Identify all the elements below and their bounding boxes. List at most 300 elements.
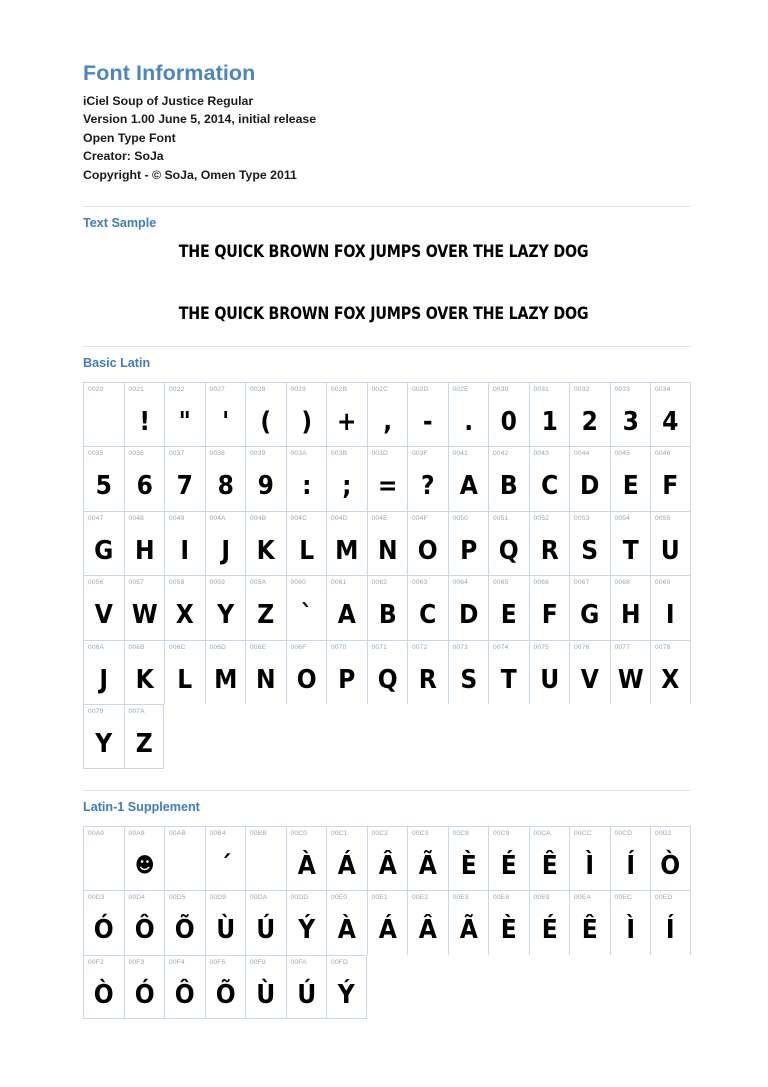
glyph-sample: M xyxy=(213,664,237,695)
glyph-cell-00E2[interactable] xyxy=(407,890,448,955)
glyph-codepoint-label: 0073 xyxy=(452,643,468,651)
glyph-codepoint-label: 0055 xyxy=(655,514,671,522)
glyph-codepoint-label: 00C3 xyxy=(412,829,429,837)
glyph-cell-0045[interactable] xyxy=(610,446,651,511)
glyph-cell-003B[interactable] xyxy=(326,446,367,511)
glyph-codepoint-label: 00C1 xyxy=(331,829,348,837)
glyph-sample: B xyxy=(378,600,397,631)
glyph-codepoint-label: 0061 xyxy=(331,579,347,587)
glyph-sample: X xyxy=(661,664,680,695)
glyph-codepoint-label: 0063 xyxy=(412,579,428,587)
glyph-cell-0033[interactable] xyxy=(610,382,651,447)
glyph-codepoint-label: 0069 xyxy=(655,579,671,587)
glyph-grid-basic-latin xyxy=(83,382,691,769)
font-name-line: iCiel Soup of Justice Regular xyxy=(83,93,254,108)
glyph-codepoint-label: 0022 xyxy=(169,385,185,393)
glyph-sample: Í xyxy=(665,915,675,946)
glyph-cell-0058[interactable] xyxy=(164,575,205,640)
glyph-sample: Ó xyxy=(93,915,114,946)
glyph-cell-0066[interactable] xyxy=(529,575,570,640)
glyph-codepoint-label: 0030 xyxy=(493,385,509,393)
glyph-sample: ` xyxy=(300,600,313,631)
glyph-codepoint-label: 0057 xyxy=(128,579,144,587)
glyph-sample: 2 xyxy=(581,406,598,437)
glyph-sample: U xyxy=(539,664,559,695)
glyph-cell-0035[interactable] xyxy=(83,446,124,511)
glyph-cell-0030[interactable] xyxy=(488,382,529,447)
glyph-codepoint-label: 00D2 xyxy=(655,829,672,837)
glyph-cell-00C2[interactable] xyxy=(367,826,408,891)
glyph-sample: Y xyxy=(216,600,234,631)
glyph-sample: X xyxy=(175,600,194,631)
glyph-codepoint-label: 00CC xyxy=(574,829,592,837)
glyph-cell-0078[interactable] xyxy=(650,640,691,705)
glyph-sample: E xyxy=(500,600,517,631)
glyph-sample: H xyxy=(620,600,641,631)
glyph-cell-00E0[interactable] xyxy=(326,890,367,955)
glyph-cell-002C[interactable] xyxy=(367,382,408,447)
glyph-codepoint-label: 0032 xyxy=(574,385,590,393)
glyph-sample: N xyxy=(377,535,398,566)
glyph-codepoint-label: 002C xyxy=(371,385,389,393)
glyph-cell-00D2[interactable] xyxy=(650,826,691,891)
glyph-sample: W xyxy=(617,664,644,695)
glyph-cell-003A[interactable] xyxy=(286,446,327,511)
glyph-sample: J xyxy=(220,535,230,566)
glyph-codepoint-label: 0029 xyxy=(290,385,306,393)
glyph-codepoint-label: 0062 xyxy=(371,579,387,587)
glyph-sample: R xyxy=(418,664,437,695)
latin1-supplement-section xyxy=(83,790,691,1020)
glyph-sample xyxy=(248,844,284,888)
glyph-codepoint-label: 003A xyxy=(290,450,307,458)
glyph-sample: U xyxy=(660,535,680,566)
glyph-cell-00CC[interactable] xyxy=(569,826,610,891)
basic-latin-section xyxy=(83,346,691,769)
glyph-codepoint-label: 0066 xyxy=(533,579,549,587)
glyph-sample: L xyxy=(298,535,314,566)
glyph-sample: Ã xyxy=(418,850,437,881)
glyph-cell-002D[interactable] xyxy=(407,382,448,447)
glyph-cell-00E9[interactable] xyxy=(529,890,570,955)
glyph-cell-0049[interactable] xyxy=(164,511,205,576)
glyph-cell-00EC[interactable] xyxy=(610,890,651,955)
glyph-cell-00D4[interactable] xyxy=(124,890,165,955)
glyph-cell-003D[interactable] xyxy=(367,446,408,511)
glyph-sample: È xyxy=(460,850,477,881)
glyph-cell-0059[interactable] xyxy=(205,575,246,640)
glyph-codepoint-label: 0059 xyxy=(209,579,225,587)
glyph-sample xyxy=(86,400,122,444)
glyph-sample: F xyxy=(541,600,558,631)
glyph-cell-0071[interactable] xyxy=(367,640,408,705)
glyph-sample: E xyxy=(622,471,639,502)
glyph-cell-00DA[interactable] xyxy=(245,890,286,955)
glyph-cell-00E8[interactable] xyxy=(488,890,529,955)
glyph-sample: R xyxy=(540,535,559,566)
glyph-codepoint-label: 00B4 xyxy=(209,829,226,837)
glyph-codepoint-label: 0043 xyxy=(533,450,549,458)
glyph-sample: D xyxy=(580,471,600,502)
glyph-codepoint-label: 0067 xyxy=(574,579,590,587)
glyph-sample: + xyxy=(336,406,357,437)
glyph-codepoint-label: 0064 xyxy=(452,579,468,587)
glyph-cell-0022[interactable] xyxy=(164,382,205,447)
glyph-codepoint-label: 00CD xyxy=(614,829,633,837)
glyph-cell-0076[interactable] xyxy=(569,640,610,705)
glyph-codepoint-label: 00FD xyxy=(331,958,348,966)
section-title-text-sample: Text Sample xyxy=(83,215,157,230)
glyph-sample: I xyxy=(180,535,190,566)
glyph-cell-0034[interactable] xyxy=(650,382,691,447)
glyph-cell-004C[interactable] xyxy=(286,511,327,576)
glyph-sample: Ô xyxy=(174,979,195,1010)
glyph-cell-0052[interactable] xyxy=(529,511,570,576)
glyph-cell-00E3[interactable] xyxy=(448,890,489,955)
glyph-codepoint-label: 005A xyxy=(250,579,267,587)
glyph-sample: W xyxy=(131,600,158,631)
glyph-codepoint-label: 00A0 xyxy=(88,829,105,837)
glyph-cell-0027[interactable] xyxy=(205,382,246,447)
glyph-cell-0051[interactable] xyxy=(488,511,529,576)
glyph-sample: Ì xyxy=(625,915,635,946)
glyph-codepoint-label: 0020 xyxy=(88,385,104,393)
glyph-cell-0044[interactable] xyxy=(569,446,610,511)
glyph-cell-0053[interactable] xyxy=(569,511,610,576)
glyph-codepoint-label: 0065 xyxy=(493,579,509,587)
glyph-cell-0048[interactable] xyxy=(124,511,165,576)
glyph-sample: S xyxy=(581,535,599,566)
glyph-cell-0041[interactable] xyxy=(448,446,489,511)
glyph-cell-00C9[interactable] xyxy=(488,826,529,891)
glyph-codepoint-label: 003B xyxy=(331,450,348,458)
glyph-sample: ´ xyxy=(219,850,232,881)
glyph-codepoint-label: 0037 xyxy=(169,450,185,458)
glyph-cell-0070[interactable] xyxy=(326,640,367,705)
glyph-codepoint-label: 0060 xyxy=(290,579,306,587)
glyph-sample: C xyxy=(419,600,437,631)
glyph-codepoint-label: 00F2 xyxy=(88,958,104,966)
glyph-cell-004E[interactable] xyxy=(367,511,408,576)
glyph-codepoint-label: 0053 xyxy=(574,514,590,522)
glyph-cell-00FD[interactable] xyxy=(326,955,367,1020)
glyph-codepoint-label: 0034 xyxy=(655,385,671,393)
glyph-cell-0042[interactable] xyxy=(488,446,529,511)
glyph-codepoint-label: 00D5 xyxy=(169,894,186,902)
glyph-sample: K xyxy=(256,535,275,566)
glyph-sample: " xyxy=(178,406,191,437)
glyph-cell-0047[interactable] xyxy=(83,511,124,576)
glyph-cell-00FA[interactable] xyxy=(286,955,327,1020)
glyph-codepoint-label: 0051 xyxy=(493,514,509,522)
glyph-sample: V xyxy=(580,664,599,695)
glyph-cell-006B[interactable] xyxy=(124,640,165,705)
glyph-sample: È xyxy=(500,915,517,946)
glyph-codepoint-label: 0035 xyxy=(88,450,104,458)
glyph-cell-004A[interactable] xyxy=(205,511,246,576)
glyph-codepoint-label: 00C9 xyxy=(493,829,510,837)
glyph-cell-0074[interactable] xyxy=(488,640,529,705)
text-sample-lines xyxy=(83,241,691,325)
glyph-cell-00F2[interactable] xyxy=(83,955,124,1020)
glyph-cell-004F[interactable] xyxy=(407,511,448,576)
glyph-cell-0028[interactable] xyxy=(245,382,286,447)
glyph-sample: Â xyxy=(418,915,437,946)
glyph-codepoint-label: 0049 xyxy=(169,514,185,522)
glyph-cell-00F3[interactable] xyxy=(124,955,165,1020)
glyph-codepoint-label: 0052 xyxy=(533,514,549,522)
glyph-sample: Z xyxy=(257,600,275,631)
glyph-sample: O xyxy=(417,535,438,566)
glyph-cell-007A[interactable] xyxy=(124,704,165,769)
glyph-sample: I xyxy=(665,600,675,631)
glyph-cell-00A0[interactable] xyxy=(83,826,124,891)
glyph-sample: = xyxy=(377,471,398,502)
glyph-cell-00F9[interactable] xyxy=(245,955,286,1020)
glyph-codepoint-label: 004F xyxy=(412,514,428,522)
glyph-sample: Á xyxy=(337,850,356,881)
glyph-codepoint-label: 006F xyxy=(290,643,307,651)
glyph-codepoint-label: 0074 xyxy=(493,643,509,651)
glyph-sample: À xyxy=(337,915,356,946)
glyph-grid-latin1-supplement xyxy=(83,826,691,1020)
glyph-sample: 8 xyxy=(217,471,234,502)
glyph-sample: Ú xyxy=(296,979,316,1010)
glyph-codepoint-label: 00FA xyxy=(290,958,307,966)
glyph-cell-00C0[interactable] xyxy=(286,826,327,891)
glyph-codepoint-label: 0044 xyxy=(574,450,590,458)
glyph-cell-0064[interactable] xyxy=(448,575,489,640)
glyph-codepoint-label: 002B xyxy=(331,385,348,393)
page-title: Font Information xyxy=(83,61,256,85)
glyph-cell-0037[interactable] xyxy=(164,446,205,511)
glyph-grid-row xyxy=(83,511,691,576)
glyph-cell-0061[interactable] xyxy=(326,575,367,640)
glyph-codepoint-label: 0038 xyxy=(209,450,225,458)
glyph-codepoint-label: 0042 xyxy=(493,450,509,458)
glyph-cell-0072[interactable] xyxy=(407,640,448,705)
glyph-cell-006C[interactable] xyxy=(164,640,205,705)
section-title-latin1-supplement: Latin-1 Supplement xyxy=(83,799,200,814)
glyph-cell-00D3[interactable] xyxy=(83,890,124,955)
glyph-cell-0077[interactable] xyxy=(610,640,651,705)
glyph-cell-0057[interactable] xyxy=(124,575,165,640)
glyph-cell-00C8[interactable] xyxy=(448,826,489,891)
glyph-codepoint-label: 004C xyxy=(290,514,308,522)
glyph-codepoint-label: 002E xyxy=(452,385,469,393)
glyph-sample: É xyxy=(500,850,517,881)
glyph-cell-0067[interactable] xyxy=(569,575,610,640)
glyph-sample: Í xyxy=(625,850,635,881)
glyph-codepoint-label: 00E0 xyxy=(331,894,348,902)
glyph-cell-0020[interactable] xyxy=(83,382,124,447)
glyph-codepoint-label: 0058 xyxy=(169,579,185,587)
glyph-cell-00BB[interactable] xyxy=(245,826,286,891)
glyph-codepoint-label: 006A xyxy=(88,643,105,651)
glyph-sample: Ú xyxy=(256,915,276,946)
glyph-sample: Õ xyxy=(215,979,236,1010)
glyph-cell-0054[interactable] xyxy=(610,511,651,576)
glyph-cell-00E1[interactable] xyxy=(367,890,408,955)
glyph-cell-00ED[interactable] xyxy=(650,890,691,955)
glyph-sample: Ã xyxy=(459,915,478,946)
glyph-sample: Q xyxy=(498,535,519,566)
glyph-codepoint-label: 00D3 xyxy=(88,894,105,902)
glyph-codepoint-label: 00CA xyxy=(533,829,551,837)
glyph-codepoint-label: 0028 xyxy=(250,385,266,393)
glyph-cell-004B[interactable] xyxy=(245,511,286,576)
glyph-codepoint-label: 00D9 xyxy=(209,894,227,902)
font-version-line: Version 1.00 June 5, 2014, initial release xyxy=(83,112,317,127)
glyph-sample: M xyxy=(335,535,359,566)
glyph-cell-00B4[interactable] xyxy=(205,826,246,891)
glyph-sample: ; xyxy=(342,471,352,502)
page-content xyxy=(83,62,691,1019)
glyph-sample: T xyxy=(622,535,639,566)
glyph-sample: Ó xyxy=(134,979,155,1010)
glyph-sample: ' xyxy=(221,406,229,437)
glyph-cell-006E[interactable] xyxy=(245,640,286,705)
text-sample-line-1: THE QUICK BROWN FOX JUMPS OVER THE LAZY DOG xyxy=(178,241,589,262)
glyph-codepoint-label: 00AB xyxy=(169,829,186,837)
glyph-cell-0050[interactable] xyxy=(448,511,489,576)
glyph-cell-0062[interactable] xyxy=(367,575,408,640)
glyph-cell-0065[interactable] xyxy=(488,575,529,640)
glyph-cell-0075[interactable] xyxy=(529,640,570,705)
glyph-sample: Ò xyxy=(660,850,681,881)
glyph-cell-0046[interactable] xyxy=(650,446,691,511)
glyph-sample: Ù xyxy=(256,979,276,1010)
glyph-cell-0079[interactable] xyxy=(83,704,124,769)
glyph-sample: J xyxy=(99,664,109,695)
glyph-sample: ( xyxy=(260,406,272,437)
glyph-codepoint-label: 00E3 xyxy=(452,894,469,902)
glyph-sample: Ò xyxy=(93,979,114,1010)
glyph-sample: N xyxy=(255,664,276,695)
glyph-codepoint-label: 0045 xyxy=(614,450,630,458)
glyph-grid-row xyxy=(83,446,691,511)
glyph-cell-00D5[interactable] xyxy=(164,890,205,955)
glyph-codepoint-label: 00F4 xyxy=(169,958,185,966)
glyph-cell-0039[interactable] xyxy=(245,446,286,511)
glyph-cell-006A[interactable] xyxy=(83,640,124,705)
glyph-codepoint-label: 002D xyxy=(412,385,429,393)
glyph-codepoint-label: 0050 xyxy=(452,514,468,522)
glyph-cell-002B[interactable] xyxy=(326,382,367,447)
glyph-cell-0068[interactable] xyxy=(610,575,651,640)
glyph-codepoint-label: 00D4 xyxy=(128,894,146,902)
glyph-cell-00F5[interactable] xyxy=(205,955,246,1020)
text-sample-line-2: THE QUICK BROWN FOX JUMPS OVER THE LAZY DOG xyxy=(178,303,589,324)
glyph-cell-0031[interactable] xyxy=(529,382,570,447)
glyph-cell-005A[interactable] xyxy=(245,575,286,640)
glyph-codepoint-label: 0071 xyxy=(371,643,387,651)
glyph-cell-0073[interactable] xyxy=(448,640,489,705)
glyph-cell-00DD[interactable] xyxy=(286,890,327,955)
glyph-codepoint-label: 00DA xyxy=(250,894,268,902)
glyph-sample: Õ xyxy=(174,915,195,946)
glyph-codepoint-label: 0041 xyxy=(452,450,468,458)
glyph-cell-00F4[interactable] xyxy=(164,955,205,1020)
glyph-sample: Y xyxy=(95,729,113,760)
glyph-cell-0032[interactable] xyxy=(569,382,610,447)
glyph-codepoint-label: 003F xyxy=(412,450,428,458)
glyph-cell-00CD[interactable] xyxy=(610,826,651,891)
glyph-cell-004D[interactable] xyxy=(326,511,367,576)
glyph-codepoint-label: 00ED xyxy=(655,894,673,902)
glyph-cell-0029[interactable] xyxy=(286,382,327,447)
glyph-codepoint-label: 004B xyxy=(250,514,267,522)
glyph-cell-0036[interactable] xyxy=(124,446,165,511)
glyph-sample: 0 xyxy=(500,406,517,437)
glyph-cell-0060[interactable] xyxy=(286,575,327,640)
font-creator-line: Creator: SoJa xyxy=(83,149,164,164)
glyph-sample: 3 xyxy=(622,406,639,437)
glyph-codepoint-label: 0068 xyxy=(614,579,630,587)
glyph-cell-00A9[interactable] xyxy=(124,826,165,891)
glyph-cell-002E[interactable] xyxy=(448,382,489,447)
glyph-codepoint-label: 00E2 xyxy=(412,894,429,902)
glyph-codepoint-label: 00C2 xyxy=(371,829,389,837)
glyph-cell-0063[interactable] xyxy=(407,575,448,640)
glyph-cell-0021[interactable] xyxy=(124,382,165,447)
glyph-cell-00AB[interactable] xyxy=(164,826,205,891)
glyph-cell-0069[interactable] xyxy=(650,575,691,640)
glyph-cell-0055[interactable] xyxy=(650,511,691,576)
glyph-codepoint-label: 00A9 xyxy=(128,829,145,837)
glyph-codepoint-label: 0075 xyxy=(533,643,549,651)
glyph-sample: 5 xyxy=(95,471,112,502)
glyph-cell-003F[interactable] xyxy=(407,446,448,511)
glyph-sample xyxy=(86,844,122,888)
glyph-grid-row xyxy=(83,826,691,891)
glyph-codepoint-label: 0077 xyxy=(614,643,630,651)
glyph-cell-006F[interactable] xyxy=(286,640,327,705)
glyph-cell-0038[interactable] xyxy=(205,446,246,511)
glyph-codepoint-label: 0021 xyxy=(128,385,144,393)
glyph-cell-0043[interactable] xyxy=(529,446,570,511)
glyph-codepoint-label: 006C xyxy=(169,643,186,651)
glyph-cell-00C1[interactable] xyxy=(326,826,367,891)
glyph-sample: Ê xyxy=(581,915,598,946)
glyph-codepoint-label: 0070 xyxy=(331,643,347,651)
glyph-codepoint-label: 0048 xyxy=(128,514,144,522)
glyph-codepoint-label: 0039 xyxy=(250,450,266,458)
glyph-sample: D xyxy=(458,600,478,631)
glyph-sample: B xyxy=(499,471,518,502)
glyph-sample: É xyxy=(541,915,558,946)
glyph-cell-006D[interactable] xyxy=(205,640,246,705)
glyph-sample: Ô xyxy=(134,915,155,946)
glyph-sample: P xyxy=(338,664,356,695)
glyph-cell-00CA[interactable] xyxy=(529,826,570,891)
glyph-codepoint-label: 006D xyxy=(209,643,227,651)
glyph-sample: A xyxy=(459,471,478,502)
glyph-sample: O xyxy=(296,664,317,695)
glyph-cell-00D9[interactable] xyxy=(205,890,246,955)
glyph-codepoint-label: 00BB xyxy=(250,829,267,837)
glyph-sample: ! xyxy=(138,406,150,437)
glyph-cell-00C3[interactable] xyxy=(407,826,448,891)
glyph-cell-0056[interactable] xyxy=(83,575,124,640)
glyph-sample: : xyxy=(301,471,311,502)
glyph-codepoint-label: 006E xyxy=(250,643,267,651)
glyph-sample: Ý xyxy=(337,979,355,1010)
text-sample-spacer xyxy=(83,263,691,303)
glyph-sample: Q xyxy=(377,664,398,695)
glyph-codepoint-label: 0054 xyxy=(614,514,630,522)
glyph-cell-00EA[interactable] xyxy=(569,890,610,955)
